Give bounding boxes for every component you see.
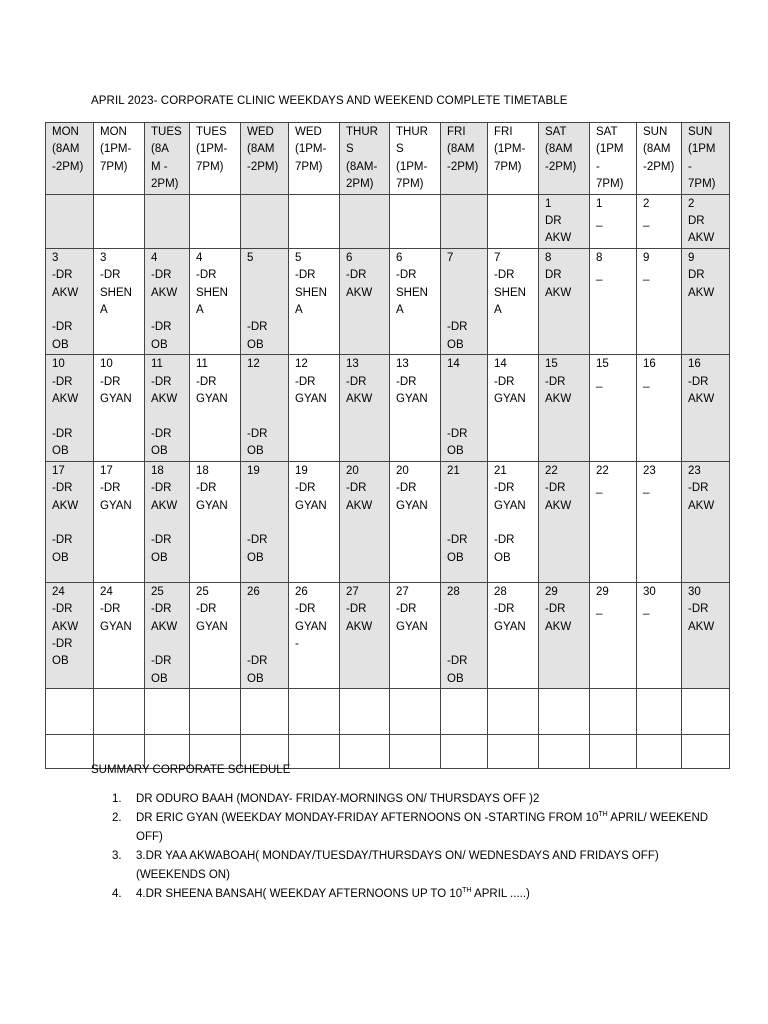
table-cell: 6 -DR AKW bbox=[340, 248, 390, 354]
table-cell: 9 _ bbox=[637, 248, 682, 354]
table-cell: 27 -DR AKW bbox=[340, 582, 390, 688]
summary-item bbox=[91, 790, 711, 809]
column-header: FRI (1PM- 7PM) bbox=[488, 123, 539, 195]
table-cell bbox=[539, 735, 590, 769]
table-cell bbox=[637, 689, 682, 735]
table-cell: 1 DR AKW bbox=[539, 194, 590, 248]
table-cell bbox=[390, 735, 441, 769]
column-header: THUR S (1PM- 7PM) bbox=[390, 123, 441, 195]
summary-item-number: 3. bbox=[112, 850, 122, 862]
summary-item-number: 1. bbox=[112, 793, 122, 805]
table-cell: 30 _ bbox=[637, 582, 682, 688]
table-cell bbox=[390, 689, 441, 735]
table-cell: 11 -DR AKW -DR OB bbox=[145, 355, 190, 461]
column-header: THUR S (8AM- 2PM) bbox=[340, 123, 390, 195]
table-cell: 15 -DR AKW bbox=[539, 355, 590, 461]
table-cell: 17 -DR AKW -DR OB bbox=[46, 461, 94, 582]
table-cell: 26 -DR GYAN - bbox=[289, 582, 340, 688]
table-row bbox=[46, 194, 730, 248]
table-row bbox=[46, 248, 730, 354]
table-cell bbox=[94, 194, 145, 248]
column-header: MON (8AM -2PM) bbox=[46, 123, 94, 195]
table-cell bbox=[682, 735, 730, 769]
table-cell bbox=[94, 689, 145, 735]
table-cell bbox=[488, 194, 539, 248]
table-cell: 7 -DR SHEN A bbox=[488, 248, 539, 354]
table-cell: 12 -DR GYAN bbox=[289, 355, 340, 461]
table-row bbox=[46, 582, 730, 688]
table-cell bbox=[46, 194, 94, 248]
table-cell bbox=[190, 194, 241, 248]
summary-item bbox=[91, 809, 711, 847]
summary-item-number: 4. bbox=[112, 888, 122, 900]
table-cell bbox=[488, 735, 539, 769]
table-cell bbox=[289, 194, 340, 248]
table-cell bbox=[637, 735, 682, 769]
summary-item-text: 3.DR YAA AKWABOAH( MONDAY/TUESDAY/THURSDAYS ON/ WEDNESDAYS AND FRIDAYS OFF) (WEEKENDS ON) bbox=[136, 850, 659, 881]
table-cell: 4 -DR SHEN A bbox=[190, 248, 241, 354]
table-cell bbox=[190, 689, 241, 735]
summary-title: SUMMARY CORPORATE SCHEDULE bbox=[91, 764, 291, 776]
table-cell bbox=[241, 689, 289, 735]
table-cell: 3 -DR SHEN A bbox=[94, 248, 145, 354]
table-cell: 29 -DR AKW bbox=[539, 582, 590, 688]
column-header: TUES (1PM- 7PM) bbox=[190, 123, 241, 195]
table-cell bbox=[590, 735, 637, 769]
timetable-title: APRIL 2023- CORPORATE CLINIC WEEKDAYS AND WEEKEND COMPLETE TIMETABLE bbox=[91, 95, 568, 107]
table-cell: 11 -DR GYAN bbox=[190, 355, 241, 461]
table-cell: 12 -DR OB bbox=[241, 355, 289, 461]
table-cell bbox=[441, 689, 488, 735]
summary-item-text: 4.DR SHEENA BANSAH( WEEKDAY AFTERNOONS UP TO 10TH APRIL .....) bbox=[136, 887, 530, 900]
table-cell: 5 -DR SHEN A bbox=[289, 248, 340, 354]
table-row bbox=[46, 689, 730, 735]
table-cell: 23 _ bbox=[637, 461, 682, 582]
table-cell: 16 _ bbox=[637, 355, 682, 461]
table-cell: 8 DR AKW bbox=[539, 248, 590, 354]
table-row bbox=[46, 355, 730, 461]
table-cell: 2 DR AKW bbox=[682, 194, 730, 248]
table-cell: 24 -DR GYAN bbox=[94, 582, 145, 688]
table-cell bbox=[488, 689, 539, 735]
table-cell bbox=[241, 194, 289, 248]
table-cell bbox=[390, 194, 441, 248]
column-header: FRI (8AM -2PM) bbox=[441, 123, 488, 195]
ordinal-superscript: TH bbox=[598, 811, 608, 818]
table-cell bbox=[289, 735, 340, 769]
table-cell: 27 -DR GYAN bbox=[390, 582, 441, 688]
table-cell: 13 -DR GYAN bbox=[390, 355, 441, 461]
summary-item-text: DR ERIC GYAN (WEEKDAY MONDAY-FRIDAY AFTERNOONS ON -STARTING FROM 10TH APRIL/ WEEKEND OFF) bbox=[136, 811, 709, 843]
table-cell: 20 -DR GYAN bbox=[390, 461, 441, 582]
table-cell: 19 -DR OB bbox=[241, 461, 289, 582]
table-cell: 10 -DR GYAN bbox=[94, 355, 145, 461]
table-cell bbox=[441, 194, 488, 248]
table-cell: 25 -DR GYAN bbox=[190, 582, 241, 688]
table-cell bbox=[590, 689, 637, 735]
table-cell: 22 -DR AKW bbox=[539, 461, 590, 582]
table-cell: 14 -DR GYAN bbox=[488, 355, 539, 461]
table-cell: 24 -DR AKW -DR OB bbox=[46, 582, 94, 688]
table-cell: 17 -DR GYAN bbox=[94, 461, 145, 582]
column-header: SUN (1PM - 7PM) bbox=[682, 123, 730, 195]
table-cell: 21 -DR OB bbox=[441, 461, 488, 582]
table-cell: 1 _ bbox=[590, 194, 637, 248]
table-cell bbox=[145, 689, 190, 735]
table-cell: 22 _ bbox=[590, 461, 637, 582]
table-cell: 4 -DR AKW -DR OB bbox=[145, 248, 190, 354]
table-cell bbox=[46, 689, 94, 735]
column-header: SUN (8AM -2PM) bbox=[637, 123, 682, 195]
table-cell bbox=[289, 689, 340, 735]
table-cell: 25 -DR AKW -DR OB bbox=[145, 582, 190, 688]
table-cell: 10 -DR AKW -DR OB bbox=[46, 355, 94, 461]
summary-item bbox=[91, 885, 711, 904]
table-cell: 26 -DR OB bbox=[241, 582, 289, 688]
table-cell bbox=[46, 735, 94, 769]
table-cell bbox=[539, 689, 590, 735]
table-cell: 18 -DR AKW -DR OB bbox=[145, 461, 190, 582]
table-cell bbox=[340, 194, 390, 248]
table-row bbox=[46, 461, 730, 582]
table-cell: 9 DR AKW bbox=[682, 248, 730, 354]
table-cell: 6 -DR SHEN A bbox=[390, 248, 441, 354]
table-cell: 20 -DR AKW bbox=[340, 461, 390, 582]
summary-item-number: 2. bbox=[112, 812, 122, 824]
table-cell: 21 -DR GYAN -DR OB bbox=[488, 461, 539, 582]
table-cell: 23 -DR AKW bbox=[682, 461, 730, 582]
table-cell: 19 -DR GYAN bbox=[289, 461, 340, 582]
summary-item-text: DR ODURO BAAH (MONDAY- FRIDAY-MORNINGS ON/ THURSDAYS OFF )2 bbox=[136, 793, 540, 805]
header-row bbox=[46, 123, 730, 195]
summary-item bbox=[91, 847, 711, 885]
ordinal-superscript: TH bbox=[462, 887, 472, 894]
timetable bbox=[45, 122, 730, 769]
table-cell: 18 -DR GYAN bbox=[190, 461, 241, 582]
table-cell: 3 -DR AKW -DR OB bbox=[46, 248, 94, 354]
table-cell: 30 -DR AKW bbox=[682, 582, 730, 688]
table-cell bbox=[441, 735, 488, 769]
table-cell: 28 -DR OB bbox=[441, 582, 488, 688]
table-cell: 5 -DR OB bbox=[241, 248, 289, 354]
table-cell: 2 _ bbox=[637, 194, 682, 248]
column-header: WED (1PM- 7PM) bbox=[289, 123, 340, 195]
column-header: SAT (8AM -2PM) bbox=[539, 123, 590, 195]
table-cell bbox=[340, 689, 390, 735]
table-cell bbox=[682, 689, 730, 735]
summary-list bbox=[91, 790, 711, 904]
table-cell bbox=[145, 194, 190, 248]
table-cell: 28 -DR GYAN bbox=[488, 582, 539, 688]
table-cell: 14 -DR OB bbox=[441, 355, 488, 461]
column-header: TUES (8A M - 2PM) bbox=[145, 123, 190, 195]
column-header: WED (8AM -2PM) bbox=[241, 123, 289, 195]
table-cell: 16 -DR AKW bbox=[682, 355, 730, 461]
table-cell: 13 -DR AKW bbox=[340, 355, 390, 461]
column-header: SAT (1PM - 7PM) bbox=[590, 123, 637, 195]
table-cell bbox=[340, 735, 390, 769]
column-header: MON (1PM- 7PM) bbox=[94, 123, 145, 195]
table-cell: 7 -DR OB bbox=[441, 248, 488, 354]
table-cell: 29 _ bbox=[590, 582, 637, 688]
table-cell: 15 _ bbox=[590, 355, 637, 461]
table-cell: 8 _ bbox=[590, 248, 637, 354]
